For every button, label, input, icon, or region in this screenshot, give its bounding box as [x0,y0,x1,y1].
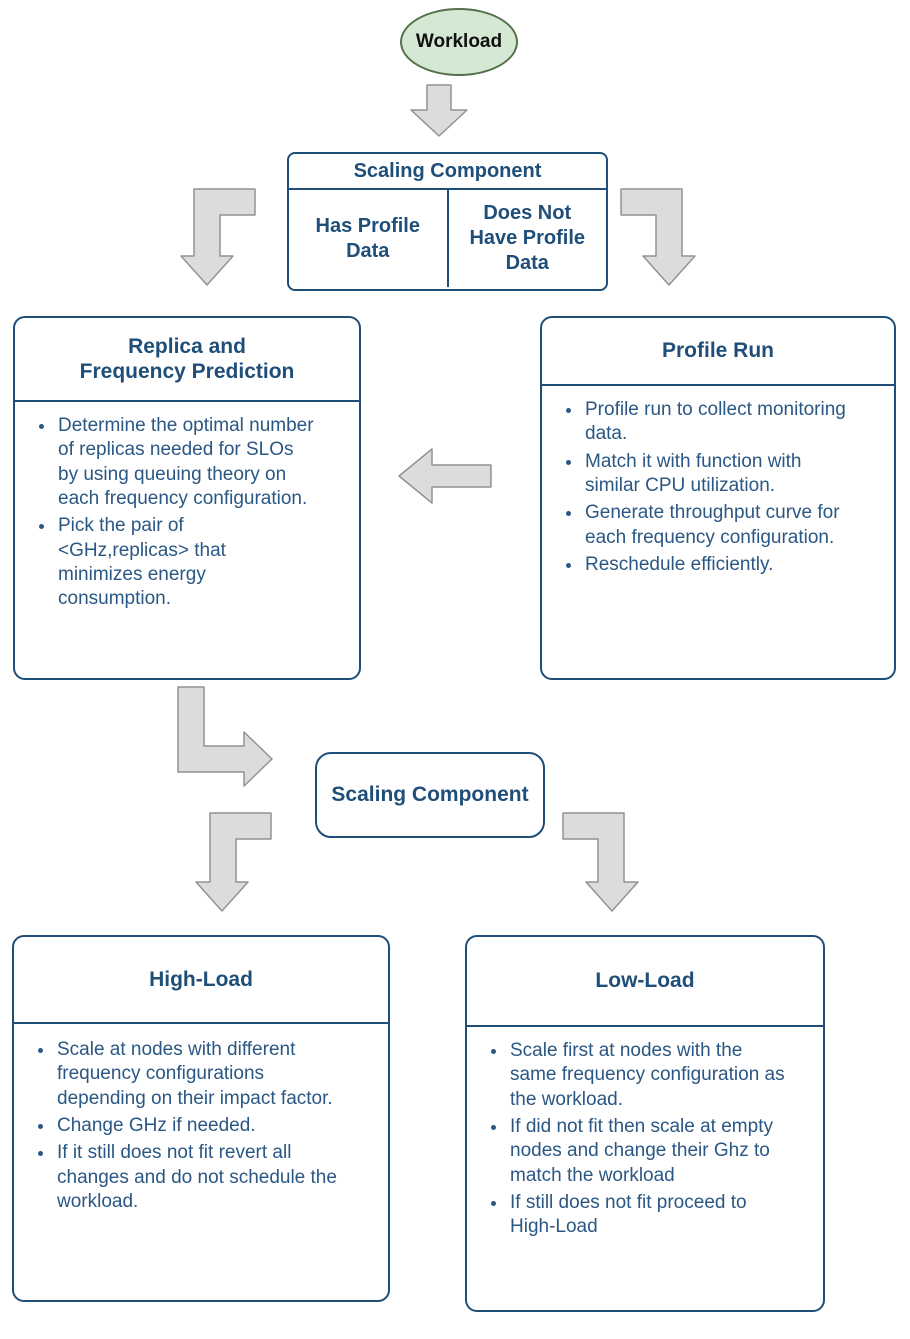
profile-run-body [542,386,894,588]
replica-frequency-prediction-body [15,402,359,623]
scaling-to-replica-arrow-icon [178,188,256,288]
profile-to-replica-arrow-icon [396,446,492,506]
workload-label: Workload [415,31,503,52]
bullet-item: • Scale first at nodes with the same frequency configuration as the workload. [508,1039,789,1112]
bullet-item: • Scale at nodes with different frequency configurations depending on their impact factor. [55,1038,358,1111]
workload-node [400,8,518,76]
profile-run-header [542,318,894,386]
has-profile-data-cell: Has Profile Data [315,214,420,262]
replica-frequency-prediction-node [13,316,361,680]
bullet-item: • Generate throughput curve for each frequency configuration. [583,501,858,550]
scaling-component-top-node [287,152,608,291]
low-load-header [467,937,823,1027]
high-load-node [12,935,390,1302]
profile-run-title: Profile Run [661,339,774,363]
scaling-component-mid-node [315,752,545,838]
bullet-item: • Determine the optimal number of replicas needed for SLOs by using queuing theory on each frequency configuration. [56,414,315,511]
bullet-item: • Profile run to collect monitoring data. [583,398,858,447]
low-load-title: Low-Load [595,969,695,993]
scaling-component-top-title: Scaling Component [289,154,606,190]
bullet-item: • Reschedule efficiently. [583,553,858,577]
replica-frequency-prediction-header [15,318,359,402]
bullet-item: • Match it with function with similar CPU utilization. [583,450,858,499]
scaling-to-profile-arrow-icon [620,188,698,288]
scaling-to-highload-arrow-icon [192,812,272,914]
profile-run-node [540,316,896,680]
replica-to-scaling-arrow-icon [166,686,276,794]
low-load-bullet-list [483,1039,789,1240]
low-load-node [465,935,825,1312]
scaling-to-lowload-arrow-icon [562,812,642,914]
scaling-component-mid-title: Scaling Component [331,783,529,806]
bullet-item: • Change GHz if needed. [55,1114,358,1138]
low-load-body [467,1027,823,1251]
bullet-item: • Pick the pair of <GHz,replicas> that minimizes energy consumption. [56,514,315,611]
profile-run-bullet-list [558,398,858,577]
does-not-have-profile-data-cell: Does Not Have Profile Data [447,190,607,287]
bullet-item: • If still does not fit proceed to High-Load [508,1191,789,1240]
workload-down-arrow-icon [408,84,470,138]
replica-frequency-prediction-bullet-list [31,414,315,612]
high-load-bullet-list [30,1038,358,1214]
high-load-header [14,937,388,1024]
replica-frequency-prediction-title: Replica and Frequency Prediction [79,334,295,383]
high-load-body [14,1024,388,1225]
bullet-item: • If it still does not fit revert all changes and do not schedule the workload. [55,1141,358,1214]
scaling-component-top-cells [289,190,606,287]
high-load-title: High-Load [149,967,253,991]
bullet-item: • If did not fit then scale at empty nodes and change their Ghz to match the workload [508,1115,789,1188]
